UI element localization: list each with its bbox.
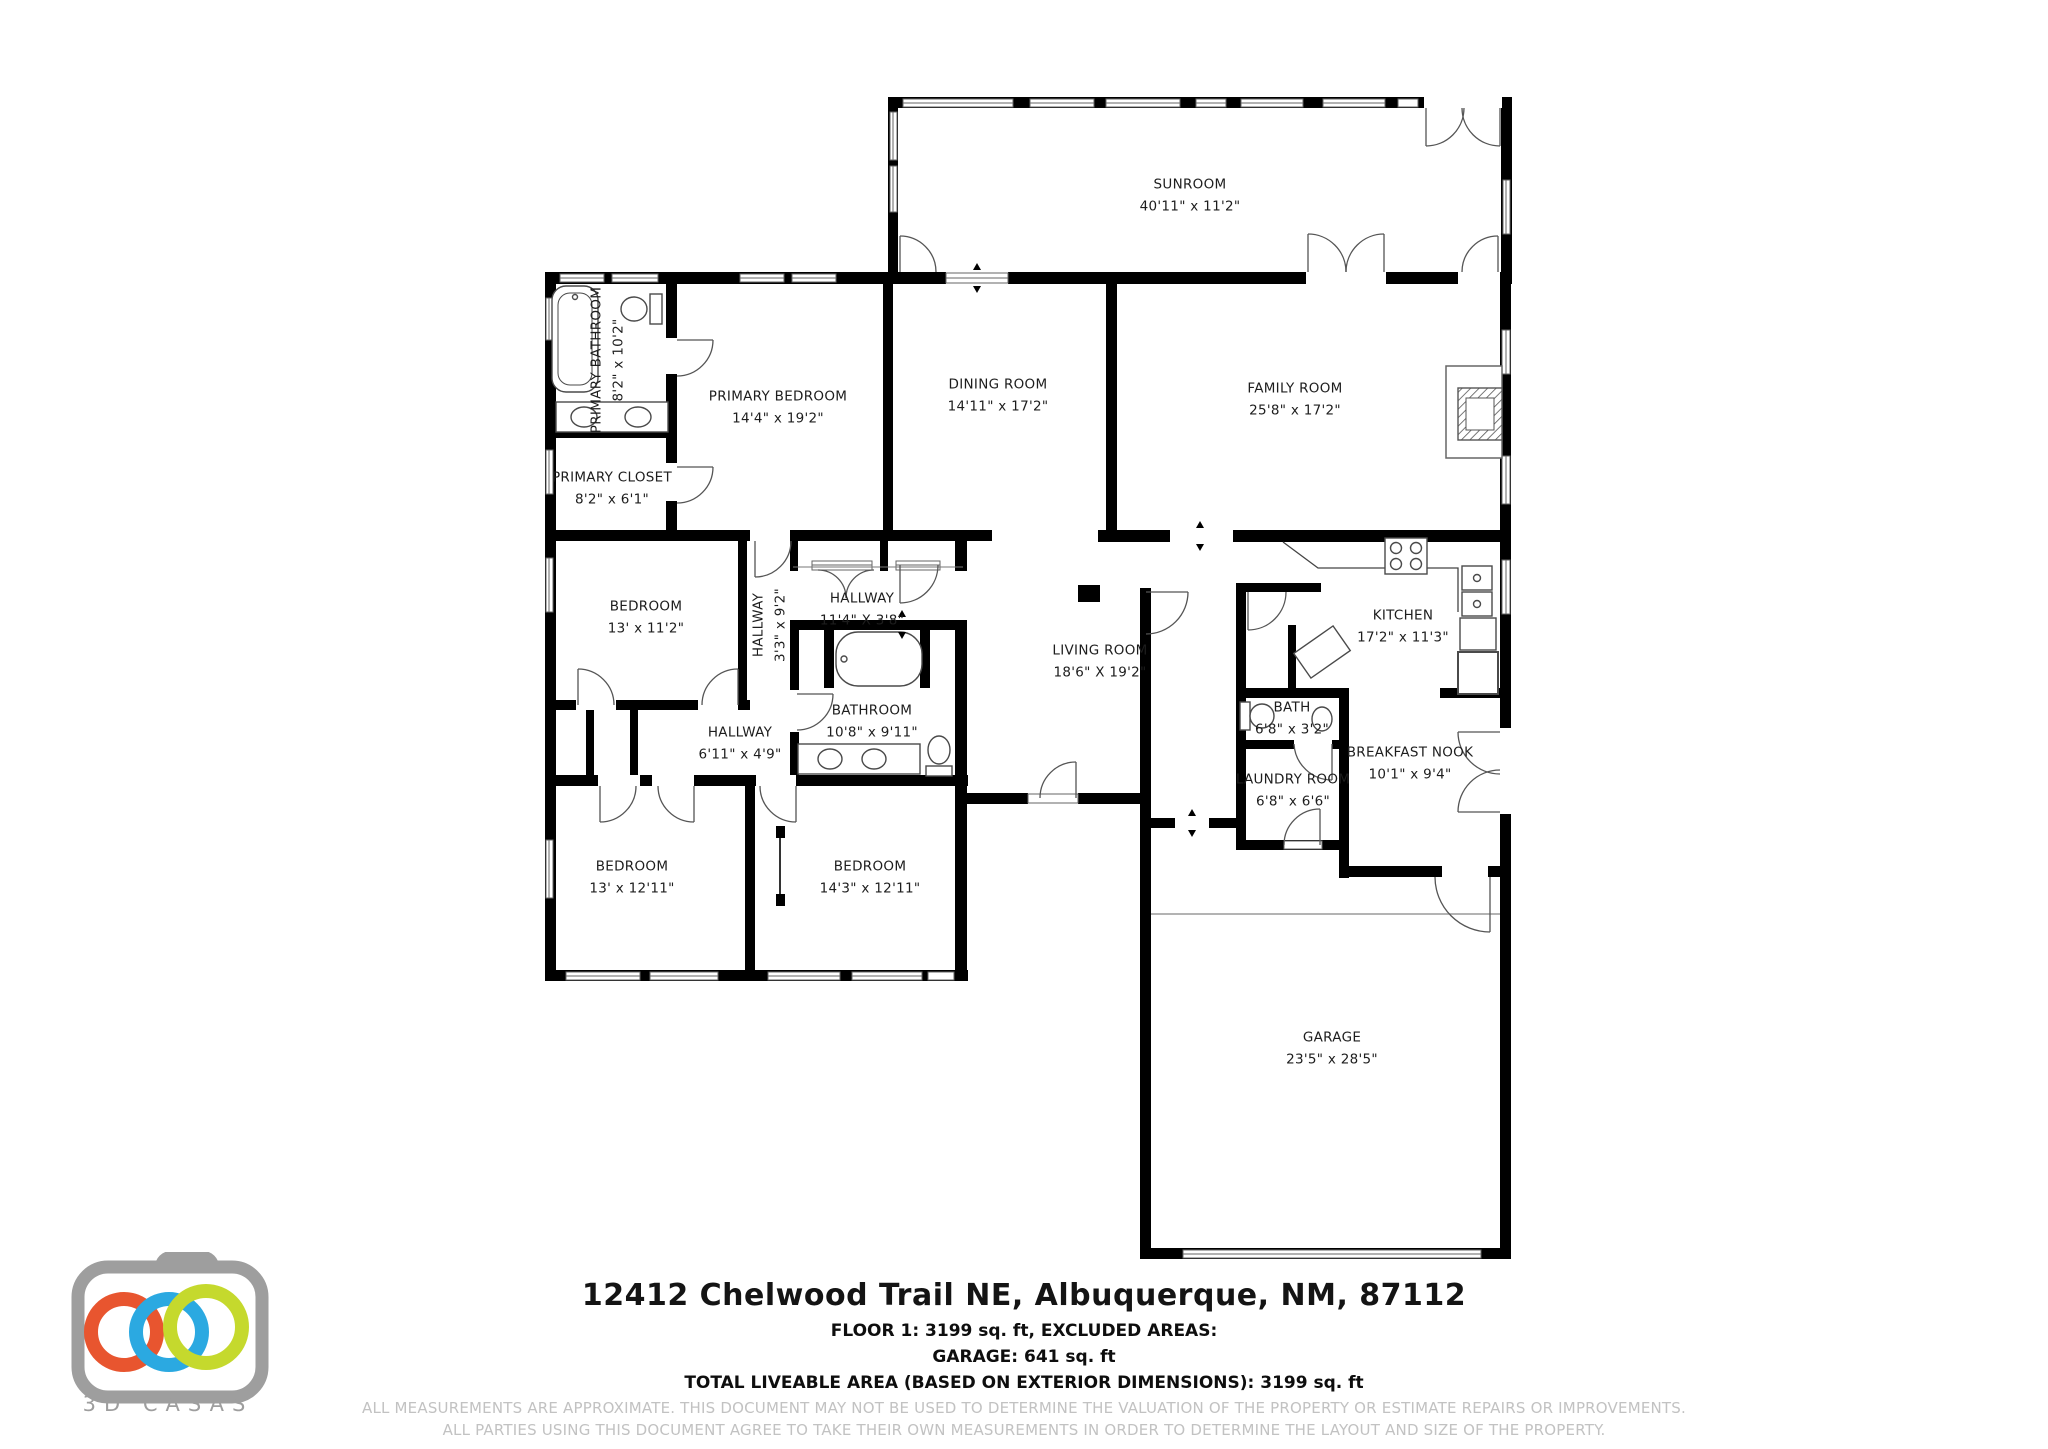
room-label-primary-closet: PRIMARY CLOSET 8'2" x 6'1" <box>551 469 673 507</box>
garage-area-line: GARAGE: 641 sq. ft <box>932 1347 1116 1367</box>
room-label-living-room: LIVING ROOM 18'6" X 19'2" <box>1052 642 1148 680</box>
floor-area-line: FLOOR 1: 3199 sq. ft, EXCLUDED AREAS: <box>830 1321 1218 1341</box>
room-label-garage: GARAGE 23'5" x 28'5" <box>1286 1029 1378 1067</box>
camera-icon <box>78 1257 262 1397</box>
doors-layer <box>578 108 1500 932</box>
room-label-breakfast-nook: BREAKFAST NOOK 10'1" x 9'4" <box>1346 744 1474 782</box>
room-label-laundry-room: LAUNDRY ROOM 6'8" x 6'6" <box>1235 771 1351 809</box>
room-label-sunroom: SUNROOM 40'11" x 11'2" <box>1139 176 1241 214</box>
disclaimer-line-2: ALL PARTIES USING THIS DOCUMENT AGREE TO TAKE THEIR OWN MEASUREMENTS IN ORDER TO DETERMINE THE LAYOUT AND SIZE OF THE PROPERTY. <box>442 1421 1606 1439</box>
room-label-primary-bedroom: PRIMARY BEDROOM 14'4" x 19'2" <box>708 388 848 426</box>
room-label-kitchen: KITCHEN 17'2" x 11'3" <box>1357 607 1449 645</box>
walls-layer <box>545 97 1512 1259</box>
room-label-hallway-b: HALLWAY 11'4" X 3'8" <box>819 590 905 628</box>
room-label-bedroom-c: BEDROOM 14'3" x 12'11" <box>819 858 921 896</box>
room-label-bedroom-b: BEDROOM 13' x 12'11" <box>589 858 675 896</box>
logo-text: 3D CASAS <box>82 1392 254 1416</box>
room-label-hallway-c: HALLWAY 6'11" x 4'9" <box>698 724 782 762</box>
room-label-hallway-a: HALLWAY 3'3" x 9'2" <box>750 587 788 663</box>
footer <box>0 1278 2048 1443</box>
room-label-primary-bathroom: PRIMARY BATHROOM 8'2" x 10'2" <box>588 286 626 434</box>
disclaimer-line-1: ALL MEASUREMENTS ARE APPROXIMATE. THIS DOCUMENT MAY NOT BE USED TO DETERMINE THE VALUATION OF THE PROPERTY OR ESTIMATE REPAIRS OR IMPROVEMENTS. <box>362 1399 1686 1417</box>
property-address: 12412 Chelwood Trail NE, Albuquerque, NM, 87112 <box>581 1278 1467 1313</box>
room-label-bath: BATH 6'8" x 3'2" <box>1254 699 1330 737</box>
room-label-family-room: FAMILY ROOM 25'8" x 17'2" <box>1247 380 1343 418</box>
room-label-bedroom-a: BEDROOM 13' x 11'2" <box>607 598 685 636</box>
room-label-bathroom: BATHROOM 10'8" x 9'11" <box>826 702 918 740</box>
total-area-line: TOTAL LIVEABLE AREA (BASED ON EXTERIOR DIMENSIONS): 3199 sq. ft <box>684 1373 1364 1393</box>
room-label-dining-room: DINING ROOM 14'11" x 17'2" <box>947 376 1049 414</box>
